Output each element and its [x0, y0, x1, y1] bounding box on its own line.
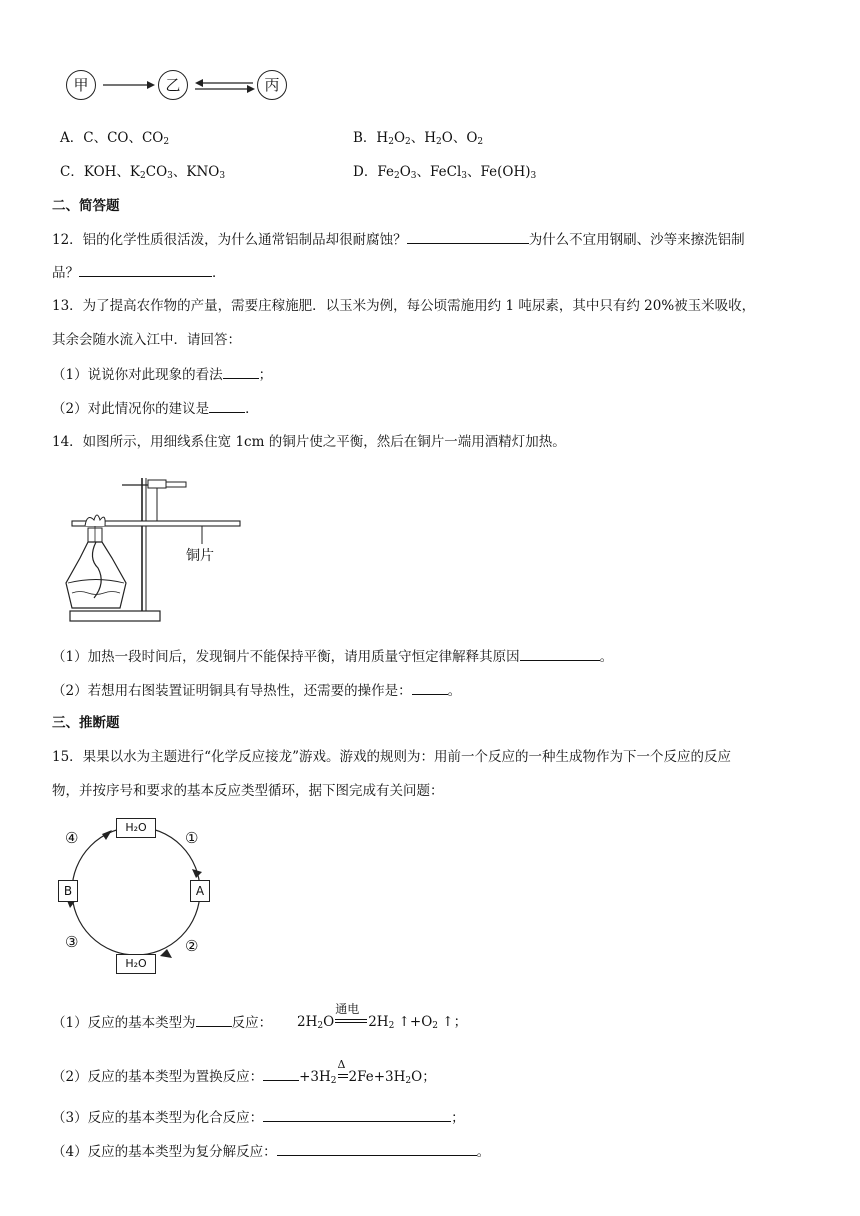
copper-strip-label: 铜片 [186, 548, 214, 564]
question-15-line-1: 15．果果以水为主题进行“化学反应接龙”游戏。游戏的规则为：用前一个反应的一种生成物作为下一个反应的反应 [52, 749, 731, 765]
question-14-line-1: 14．如图所示，用细线系住宽 1cm 的铜片使之平衡，然后在铜片一端用酒精灯加热。 [52, 434, 566, 450]
question-14-sub-2: （2）若想用右图装置证明铜具有导热性，还需要的操作是： 。 [52, 680, 461, 701]
node-a: A [190, 880, 210, 902]
question-15-sub-1: （1）反应的基本类型为 反应： [52, 1012, 272, 1033]
diagram-arrows [95, 74, 260, 100]
option-b: B．$H_2O_2$、$H_2O$、$O_2$ [353, 130, 484, 147]
question-15-sub-3: （3）反应的基本类型为化合反应： ； [52, 1107, 465, 1128]
question-13-line-2: 其余会随水流入江中．请回答： [52, 332, 241, 348]
answer-blank[interactable] [412, 680, 448, 695]
answer-blank[interactable] [263, 1066, 299, 1081]
question-13-sub-2: （2）对此情况你的建议是 ． [52, 398, 259, 419]
reaction-condition-electrolysis: 通电 [334, 1012, 368, 1032]
step-number-1: ① [185, 829, 199, 847]
section-title-inference: 三、推断题 [52, 715, 120, 731]
node-water-bottom: H₂O [116, 954, 156, 974]
question-15-line-2: 物，并按序号和要求的基本反应类型循环，据下图完成有关问题： [52, 783, 444, 799]
node-bing: 丙 [257, 70, 287, 100]
answer-blank[interactable] [79, 262, 212, 277]
step-number-3: ③ [65, 933, 79, 951]
node-b: B [58, 880, 78, 902]
option-a: A．C、CO、$CO_2$ [60, 130, 170, 147]
answer-blank[interactable] [407, 229, 529, 244]
node-yi: 乙 [158, 70, 188, 100]
answer-blank[interactable] [277, 1141, 477, 1156]
copper-heating-apparatus-figure [60, 458, 260, 633]
question-13-sub-1: （1）说说你对此现象的看法 ； [52, 364, 272, 385]
answer-blank[interactable] [263, 1107, 451, 1122]
step-number-2: ② [185, 937, 199, 955]
answer-blank[interactable] [196, 1012, 232, 1027]
question-15-sub-2: （2）反应的基本类型为置换反应： $+3H_2$ Δ $2Fe+3H_2O$； [52, 1058, 436, 1086]
answer-blank[interactable] [223, 364, 259, 379]
question-14-sub-1: （1）加热一段时间后，发现铜片不能保持平衡，请用质量守恒定律解释其原因 。 [52, 646, 613, 667]
equation-electrolysis: $2H_2O$ 通电 $2H_2$ $↑+O_2$ ↑； [297, 1002, 468, 1031]
question-12-line-2: 品？ ． [52, 262, 226, 283]
node-jia: 甲 [66, 70, 96, 100]
reaction-condition-heat: Δ [337, 1067, 349, 1087]
answer-blank[interactable] [520, 646, 600, 661]
option-d: D．$Fe_2O_3$、FeCl$_3$、$Fe(OH)_3$ [353, 164, 537, 181]
section-title-short-answer: 二、简答题 [52, 198, 120, 214]
question-12-line-1: 12．铝的化学性质很活泼，为什么通常铝制品却很耐腐蚀？ 为什么不宜用钢刷、沙等来擦洗铝制 [52, 229, 745, 250]
answer-blank[interactable] [209, 398, 245, 413]
node-water-top: H₂O [116, 818, 156, 838]
option-c: C．KOH、$K_2CO_3$、$KNO_3$ [60, 164, 226, 181]
step-number-4: ④ [65, 829, 79, 847]
question-13-line-1: 13．为了提高农作物的产量，需要庄稼施肥．以玉米为例，每公顷需施用约 1 吨尿素，其中只有约 20%被玉米吸收， [52, 298, 756, 314]
question-15-sub-4: （4）反应的基本类型为复分解反应： 。 [52, 1141, 490, 1162]
